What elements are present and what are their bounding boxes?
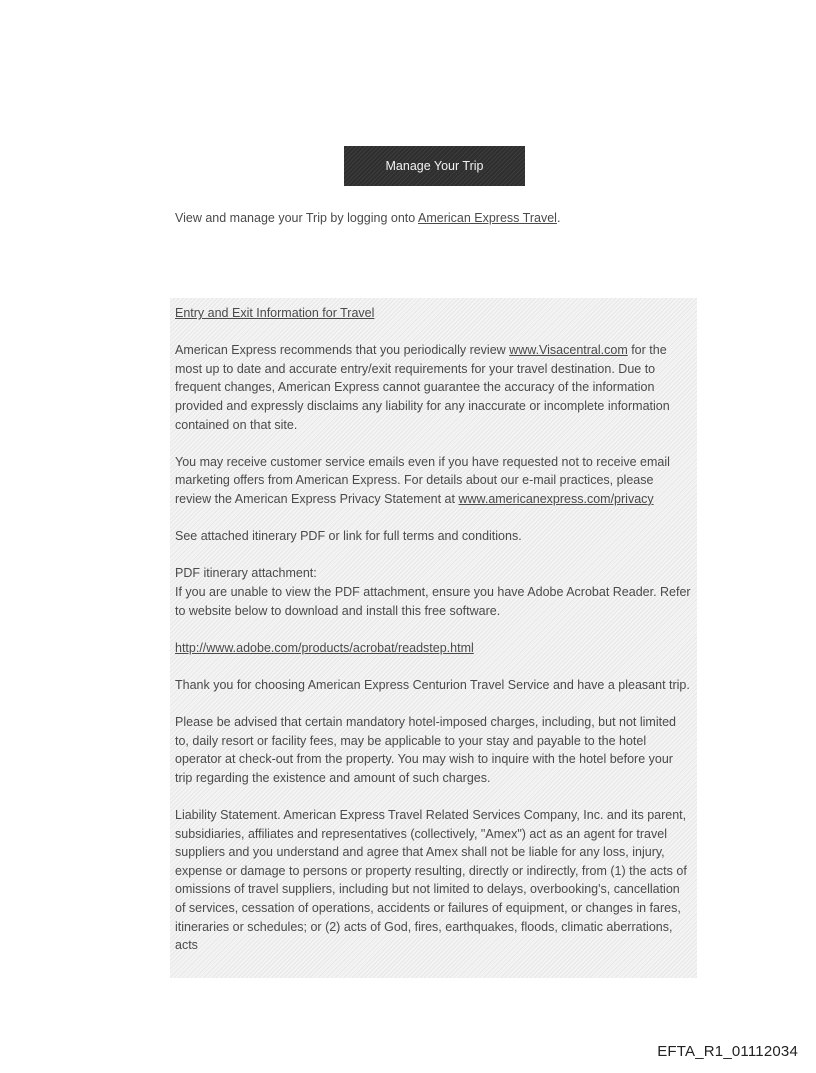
manage-trip-intro <box>175 209 715 227</box>
terms-paragraph: See attached itinerary PDF or link for full terms and conditions. <box>175 529 522 544</box>
manage-your-trip-label: Manage Your Trip <box>385 159 484 173</box>
liability-paragraph: Liability Statement. American Express Travel Related Services Company, Inc. and its parent, subsidiaries, affiliates and representatives (collectively, "Amex") act as an agent for travel suppliers and you understand and agree that Amex shall not be liable for any loss, injury, expense or damage to persons or property resulting, directly or indirectly, from (1) the acts of omissions of travel suppliers, including but not limited to delays, overbooking's, cancellation of services, cessation of operations, accidents or failures of equipment, or changes in fares, itineraries or schedules; or (2) acts of God, fires, earthquakes, floods, climatic aberrations, acts <box>175 808 687 953</box>
document-id: EFTA_R1_01112034 <box>657 1043 798 1060</box>
privacy-link[interactable]: www.americanexpress.com/privacy <box>458 491 654 506</box>
entry-exit-heading-paragraph <box>175 304 692 323</box>
adobe-reader-link[interactable]: http://www.adobe.com/products/acrobat/readstep.html <box>175 640 474 655</box>
entry-exit-text-continued: for the most up to date and accurate entry/exit requirements for your travel destination. Due to frequent changes, American Express cannot guarantee the accuracy of the information provided and expressly disclaims any liability for any inaccurate or incomplete information contained on that site. <box>175 343 670 432</box>
entry-exit-heading-link[interactable]: Entry and Exit Information for Travel <box>175 306 375 320</box>
manage-your-trip-button[interactable] <box>344 146 525 186</box>
pdf-paragraph <box>175 564 692 620</box>
hotel-charges-paragraph: Please be advised that certain mandatory hotel-imposed charges, including, but not limited to, daily resort or facility fees, may be applicable to your stay and payable to the hotel operator at check-out from the property. You may wish to inquire with the hotel before your trip regarding the existence and amount of such charges. <box>175 715 676 785</box>
pdf-heading: PDF itinerary attachment: <box>175 566 317 581</box>
visacentral-link[interactable]: www.Visacentral.com <box>509 343 628 358</box>
intro-suffix: . <box>556 211 561 225</box>
entry-exit-paragraph <box>175 341 692 434</box>
privacy-paragraph <box>175 453 692 509</box>
travel-information-block <box>170 298 697 978</box>
intro-text: View and manage your Trip by logging onto <box>175 211 418 225</box>
privacy-text: You may receive customer service emails even if you have requested not to receive email marketing offers from American Express. For details about our e-mail practices, please review the American Express Privacy Statement at <box>175 454 670 506</box>
thanks-paragraph: Thank you for choosing American Express Centurion Travel Service and have a pleasant trip. <box>175 677 690 692</box>
entry-exit-text: American Express recommends that you periodically review <box>175 343 510 358</box>
pdf-text: If you are unable to view the PDF attachment, ensure you have Adobe Acrobat Reader. Refer to website below to download and install this free software. <box>175 584 691 618</box>
american-express-travel-link[interactable]: American Express Travel <box>418 211 557 225</box>
adobe-link-paragraph <box>175 639 692 658</box>
